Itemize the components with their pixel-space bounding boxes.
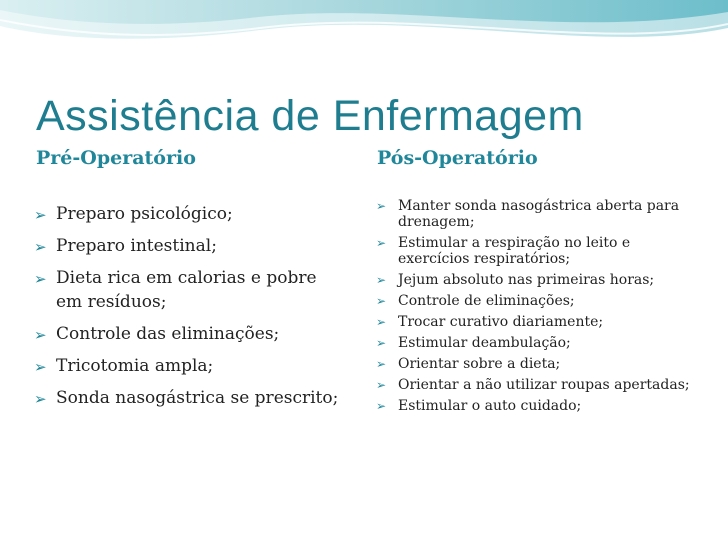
list-item — [376, 377, 696, 393]
list-item-text: Sonda nasogástrica se prescrito; — [56, 388, 339, 408]
post-operative-list — [376, 198, 696, 419]
list-item — [376, 335, 696, 351]
top-wave-decoration — [0, 0, 728, 80]
post-operative-heading: Pós-Operatório — [377, 147, 538, 169]
arrow-bullet-icon: ➢ — [376, 199, 387, 213]
list-item-text: Controle das eliminações; — [56, 324, 280, 344]
list-item-text: Preparo intestinal; — [56, 236, 217, 256]
list-item-text: Jejum absoluto nas primeiras horas; — [398, 272, 655, 288]
arrow-bullet-icon: ➢ — [376, 336, 387, 350]
arrow-bullet-icon: ➢ — [34, 238, 47, 256]
list-item-text: Estimular o auto cuidado; — [398, 398, 582, 414]
arrow-bullet-icon: ➢ — [376, 315, 387, 329]
list-item — [376, 235, 696, 267]
list-item — [376, 293, 696, 309]
arrow-bullet-icon: ➢ — [376, 378, 387, 392]
arrow-bullet-icon: ➢ — [376, 236, 387, 250]
list-item — [376, 272, 696, 288]
arrow-bullet-icon: ➢ — [34, 358, 47, 376]
slide-title: Assistência de Enfermagem — [36, 92, 584, 140]
list-item — [34, 202, 344, 226]
list-item-text: Controle de eliminações; — [398, 293, 575, 309]
list-item — [376, 198, 696, 230]
list-item-text: Dieta rica em calorias e pobre em resíduos; — [56, 268, 317, 312]
arrow-bullet-icon: ➢ — [376, 294, 387, 308]
arrow-bullet-icon: ➢ — [34, 206, 47, 224]
list-item-text: Estimular deambulação; — [398, 335, 571, 351]
arrow-bullet-icon: ➢ — [34, 326, 47, 344]
list-item-text: Tricotomia ampla; — [56, 356, 214, 376]
list-item-text: Manter sonda nasogástrica aberta para drenagem; — [398, 198, 680, 230]
list-item — [376, 314, 696, 330]
pre-operative-heading: Pré-Operatório — [36, 147, 196, 169]
list-item-text: Orientar a não utilizar roupas apertadas; — [398, 377, 690, 393]
arrow-bullet-icon: ➢ — [376, 357, 387, 371]
list-item-text: Trocar curativo diariamente; — [398, 314, 604, 330]
list-item-text: Orientar sobre a dieta; — [398, 356, 561, 372]
arrow-bullet-icon: ➢ — [34, 390, 47, 408]
list-item — [34, 234, 344, 258]
list-item — [34, 386, 344, 410]
list-item-text: Estimular a respiração no leito e exercícios respiratórios; — [398, 235, 631, 267]
list-item — [376, 356, 696, 372]
list-item-text: Preparo psicológico; — [56, 204, 233, 224]
arrow-bullet-icon: ➢ — [34, 270, 47, 288]
list-item — [34, 322, 344, 346]
arrow-bullet-icon: ➢ — [376, 399, 387, 413]
list-item — [376, 398, 696, 414]
list-item — [34, 266, 344, 314]
list-item — [34, 354, 344, 378]
arrow-bullet-icon: ➢ — [376, 273, 387, 287]
pre-operative-list — [34, 202, 344, 418]
